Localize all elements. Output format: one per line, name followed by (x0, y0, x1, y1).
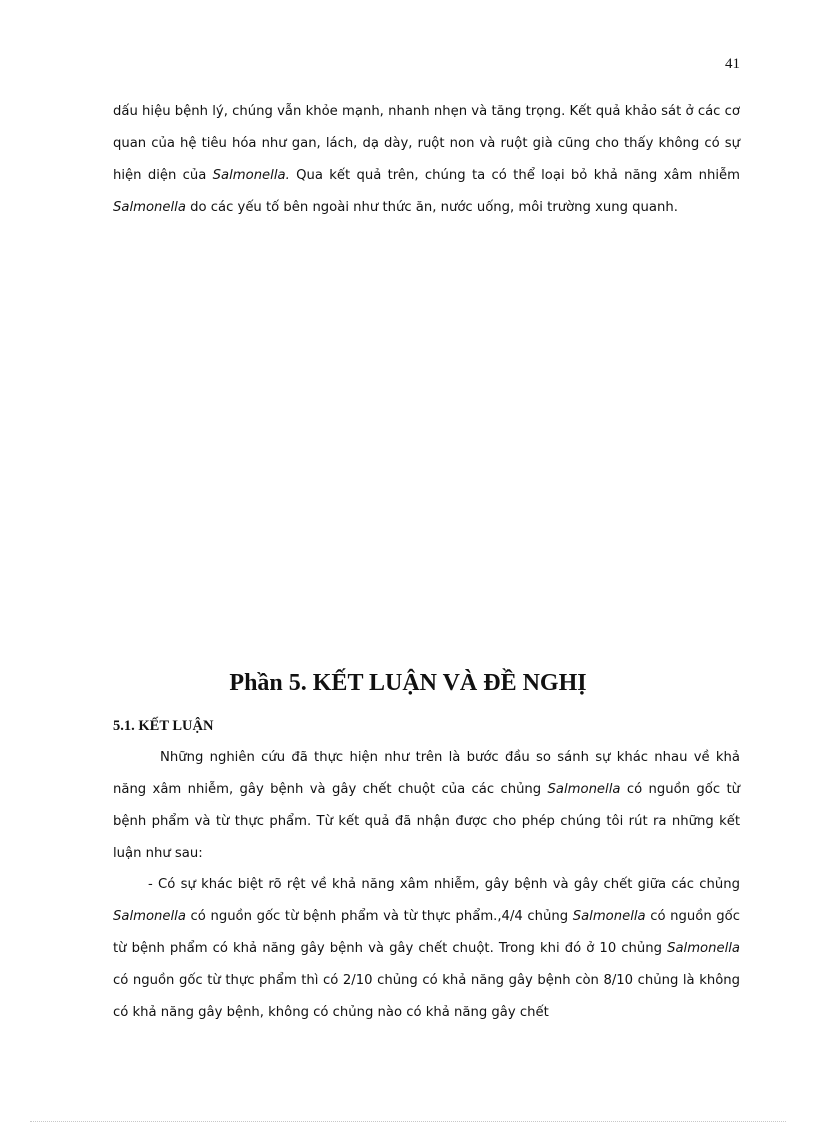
italic-term: Salmonella (547, 782, 621, 797)
chapter-title: Phần 5. KẾT LUẬN VÀ ĐỀ NGHỊ (229, 670, 587, 696)
intro-paragraph (113, 742, 740, 870)
text-run: Qua kết quả trên, chúng ta có thể loại bỏ khả năng xâm nhiễm (289, 168, 740, 183)
carryover-paragraph (113, 96, 740, 224)
text-run: có nguồn gốc từ bệnh phẩm có khả năng gây bệnh và gây chết chuột. Trong khi đó ở 10 chủng (113, 909, 740, 956)
section-title: 5.1. KẾT LUẬN (113, 718, 214, 734)
conclusion-point-paragraph (113, 869, 740, 1029)
italic-term: Salmonella (667, 941, 740, 956)
text-run: có nguồn gốc từ thực phẩm thì có 2/10 chủng có khả năng gây bệnh còn 8/10 chủng là không có khả năng gây bệnh, không có chủng nào có khả năng gây chết (113, 973, 740, 1020)
italic-term: Salmonella. (212, 168, 290, 183)
italic-term: Salmonella (572, 909, 646, 924)
page-number: 41 (725, 56, 740, 72)
italic-term: Salmonella (113, 909, 186, 924)
text-run: Những nghiên cứu đã thực hiện như trên là bước đầu so sánh sự khác nhau về khả năng xâm nhiễm, gây bệnh và gây chết chuột của các chủng (113, 750, 740, 797)
text-run: dấu hiệu bệnh lý, chúng vẫn khỏe mạnh, nhanh nhẹn và tăng trọng. Kết quả khảo sát ở các cơ quan của hệ tiêu hóa như gan, lách, dạ dày, ruột non và ruột già cũng cho thấy không có sự hiện diện của (113, 104, 740, 183)
text-run: do các yếu tố bên ngoài như thức ăn, nước uống, môi trường xung quanh. (185, 200, 678, 215)
footer-dotted-divider (30, 1121, 786, 1122)
text-run: có nguồn gốc từ bệnh phẩm và từ thực phẩm. Từ kết quả đã nhận được cho phép chúng tôi rút ra những kết luận như sau: (113, 782, 740, 861)
italic-term: Salmonella (113, 200, 186, 215)
text-run: có nguồn gốc từ bệnh phẩm và từ thực phẩm.,4/4 chủng (185, 909, 573, 924)
text-run: - Có sự khác biệt rõ rệt về khả năng xâm nhiễm, gây bệnh và gây chết giữa các chủng (148, 877, 740, 892)
